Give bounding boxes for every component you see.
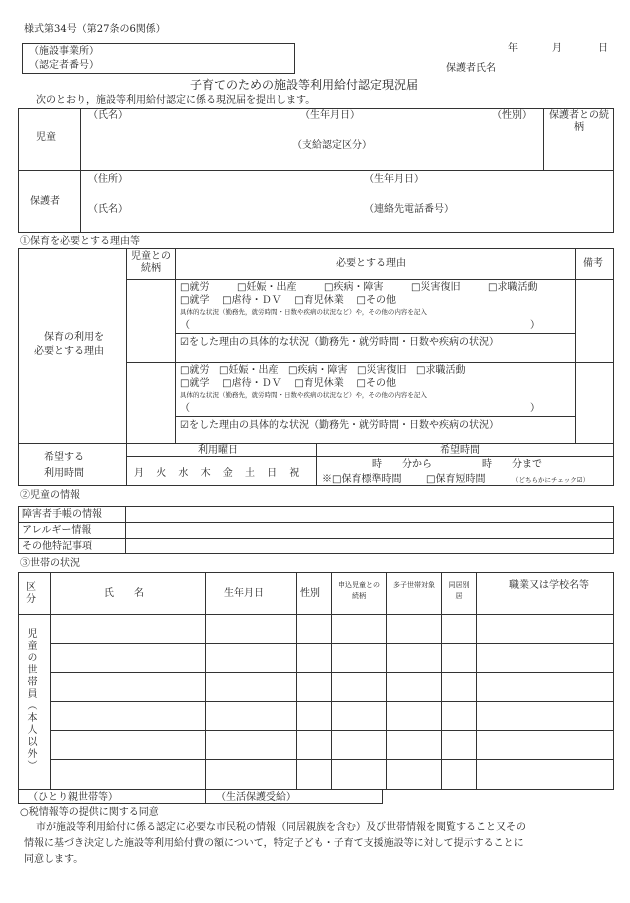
checkbox-school[interactable]: □就学: [180, 295, 210, 306]
desired-label-2: 利用時間: [44, 468, 84, 479]
child-label: 児童: [36, 132, 56, 143]
checkbox-disaster[interactable]: □災害復旧: [411, 282, 461, 293]
guardian-name-label: 保護者氏名: [446, 63, 496, 74]
other-notes-label: その他特記事項: [22, 541, 92, 552]
checkbox-pregnancy[interactable]: □妊娠・出産: [237, 282, 297, 293]
reason-left-label-2: 必要とする理由: [34, 346, 104, 357]
child-birth-label: （生年月日）: [300, 110, 360, 121]
child-gender-label: （性別）: [492, 110, 532, 121]
col-cohabiting: 同居別居: [448, 581, 470, 601]
checkbox-work[interactable]: □就労: [180, 282, 210, 293]
remarks-header: 備考: [583, 258, 603, 269]
guardian-name-field-label: （氏名）: [88, 204, 128, 215]
time-range-line[interactable]: 時 分から 時 分まで: [372, 459, 542, 470]
section3-heading: ③世帯の状況: [20, 558, 80, 569]
checkbox-other[interactable]: □その他: [356, 295, 396, 306]
day-mon[interactable]: 月: [134, 468, 144, 479]
date-day: 日: [598, 43, 608, 54]
disability-info-label: 障害者手帳の情報: [22, 509, 102, 520]
checkbox-pregnancy[interactable]: □妊娠・出産: [219, 365, 279, 376]
short-time-option[interactable]: □保育短時間: [426, 474, 486, 485]
page-title: 子育てのための施設等利用給付認定現況届: [190, 78, 419, 92]
detail-note: 具体的な状況（勤務先，就労時間・日数や疾病の状況など）や，その他の内容を記入: [180, 308, 427, 316]
col-multi-child: 多子世帯対象: [393, 581, 435, 589]
section2-heading: ②児童の情報: [20, 490, 80, 501]
consent-heading: ○税情報等の提供に関する同意: [20, 807, 159, 818]
household-side-label: 児童の世帯員（本人以外）: [25, 628, 36, 772]
intro-text: 次のとおり，施設等利用給付認定に係る現況届を提出します。: [36, 95, 316, 106]
date-year: 年: [508, 43, 518, 54]
day-fri[interactable]: 金: [222, 468, 233, 479]
col-category: 区分: [26, 582, 36, 605]
day-sat[interactable]: 土: [244, 468, 255, 479]
date-month: 月: [552, 43, 562, 54]
checkbox-other[interactable]: □その他: [356, 378, 396, 389]
checkbox-abuse[interactable]: □虐待・ＤＶ: [222, 378, 282, 389]
day-holiday[interactable]: 祝: [289, 468, 300, 479]
child-category-label: （支給認定区分）: [292, 140, 372, 151]
paren-open: （: [180, 320, 190, 331]
household-footer-box: [18, 790, 383, 804]
facility-label: （施設事業所）: [29, 46, 99, 57]
guardian-label: 保護者: [30, 196, 60, 207]
reason-checkbox-row-1[interactable]: [180, 282, 537, 294]
paren-open: （: [180, 403, 190, 414]
reason-checkbox-row-2[interactable]: [180, 295, 396, 307]
guardian-birth-label: （生年月日）: [364, 174, 424, 185]
col-name: 氏 名: [104, 588, 144, 599]
paren-close: ）: [530, 320, 540, 331]
col-occupation: 職業又は学校名等: [509, 580, 589, 591]
reason-checkbox-row-1b[interactable]: [180, 365, 465, 377]
checkbox-school[interactable]: □就学: [180, 378, 210, 389]
guardian-address-label: （住所）: [88, 174, 128, 185]
consent-line-2: 情報に基づき決定した施設等利用給付費の額について，特定子ども・子育て支援施設等に対して提示することに: [24, 838, 524, 849]
reason-left-label-1: 保育の利用を: [44, 332, 104, 343]
col-gender: 性別: [300, 588, 320, 599]
days-list[interactable]: [134, 468, 299, 480]
desired-label-1: 希望する: [44, 452, 84, 463]
reason-checkbox-row-2b[interactable]: [180, 378, 396, 390]
day-wed[interactable]: 水: [178, 468, 189, 479]
day-tue[interactable]: 火: [156, 468, 167, 479]
form-number: 様式第34号（第27条の6関係）: [24, 24, 166, 35]
day-thu[interactable]: 木: [200, 468, 211, 479]
single-parent-label[interactable]: （ひとり親世帯等）: [28, 792, 118, 803]
child-name-label: （氏名）: [88, 110, 128, 121]
reason-header: 必要とする理由: [336, 258, 406, 269]
checkbox-childcare-leave[interactable]: □育児休業: [294, 295, 344, 306]
allergy-info-label: アレルギー情報: [22, 525, 92, 536]
child-info-table: [18, 506, 614, 554]
checked-reason-label[interactable]: ☑をした理由の具体的な状況（勤務先・就労時間・日数や疾病の状況）: [180, 420, 499, 431]
checkbox-abuse[interactable]: □虐待・ＤＶ: [222, 295, 282, 306]
paren-close: ）: [530, 403, 540, 414]
checkbox-illness[interactable]: □疾病・障害: [324, 282, 384, 293]
checkbox-disaster[interactable]: □災害復旧: [357, 365, 407, 376]
checked-reason-label[interactable]: ☑をした理由の具体的な状況（勤務先・就労時間・日数や疾病の状況）: [180, 337, 499, 348]
standard-time-option[interactable]: ※□保育標準時間: [322, 474, 402, 485]
guardian-phone-label: （連絡先電話番号）: [364, 204, 454, 215]
child-relation-label: 保護者との続柄: [549, 110, 609, 133]
checkbox-childcare-leave[interactable]: □育児休業: [294, 378, 344, 389]
day-sun[interactable]: 日: [267, 468, 278, 479]
checkbox-job-seeking[interactable]: □求職活動: [416, 365, 466, 376]
checkbox-job-seeking[interactable]: □求職活動: [488, 282, 538, 293]
col-birthdate: 生年月日: [224, 588, 264, 599]
consent-line-3: 同意します。: [24, 854, 84, 865]
detail-note: 具体的な状況（勤務先，就労時間・日数や疾病の状況など）や，その他の内容を記入: [180, 391, 427, 399]
checkbox-illness[interactable]: □疾病・障害: [288, 365, 348, 376]
section1-heading: ①保育を必要とする理由等: [20, 236, 140, 247]
welfare-label[interactable]: （生活保護受給）: [216, 792, 296, 803]
check-either-note: （どちらかにチェック☑）: [512, 476, 590, 484]
checkbox-work[interactable]: □就労: [180, 365, 210, 376]
facility-box[interactable]: [22, 43, 295, 74]
consent-line-1: 市が施設等利用給付に係る認定に必要な市民税の情報（同居親族を含む）及び世帯情報を閲覧すること又その: [36, 822, 526, 833]
relation-header: 児童との続柄: [131, 251, 171, 274]
household-table: [18, 572, 614, 790]
days-header: 利用曜日: [198, 445, 238, 456]
certification-number-label: （認定者番号）: [29, 60, 99, 71]
col-relation: 申込児童との続柄: [338, 581, 380, 601]
time-header: 希望時間: [440, 445, 480, 456]
